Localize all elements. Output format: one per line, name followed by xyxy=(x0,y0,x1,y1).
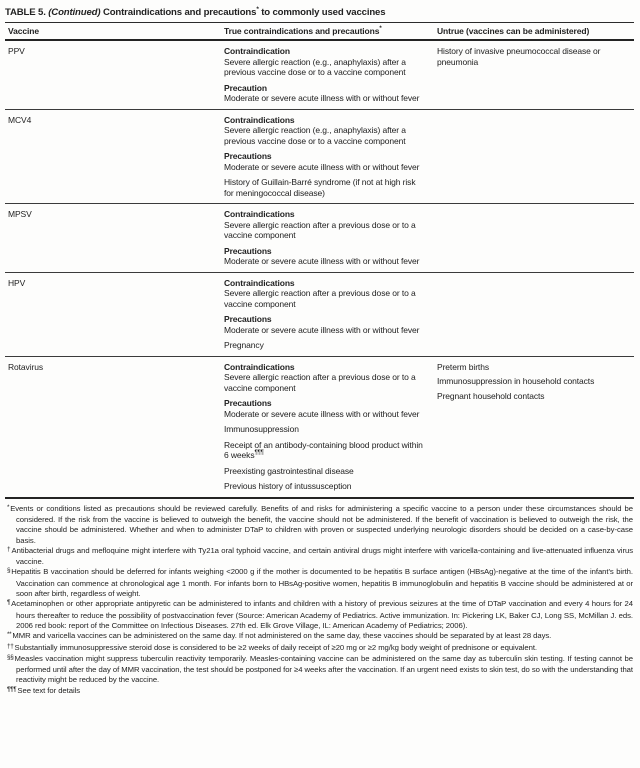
table-row-mcv4 xyxy=(5,110,634,205)
footnote-section-mark: §Hepatitis B vaccination should be deferred for infants weighing <2000 g if the mother is documented to be hepatitis B surface antigen (HBsAg)-negative at the time of the infant's birth. Vaccination can commence at chronological age 1 month. For infants born to HBsAg-positive women, hepatitis B immunoglobulin and hepatitis B vaccine should be administered at or soon after birth, regardless of weight. xyxy=(7,567,633,599)
untrue-item: Immunosuppression in household contacts xyxy=(437,376,595,387)
table-row-hpv xyxy=(5,273,634,357)
table-header-row xyxy=(5,22,634,41)
untrue-item: Pregnant household contacts xyxy=(437,390,545,401)
true-contraindications-cell xyxy=(224,278,437,351)
contraindication-paragraph: Contraindications Severe allergic reaction after a previous dose or to a vaccine component xyxy=(224,209,416,241)
untrue-cell xyxy=(437,209,634,267)
table-title-tail: to commonly used vaccines xyxy=(261,7,386,19)
precaution-paragraph: History of Guillain-Barré syndrome (if not at high risk for meningococcal disease) xyxy=(224,177,416,198)
footnote-ref: ¶¶¶ xyxy=(254,449,264,457)
footnote-pilcrow: ¶Acetaminophen or other appropriate antipyretic can be administered to infants and children with a history of previous seizures at the time of DTaP vaccination and every 4 hours for 24 hours thereafter to reduce the possibility of postvaccination fever (Source: American Academy of Pediatrics. Active immunization. In: Pickering LK, Baker CJ, Long SS, McMillan J. eds. 2006 red book: report of the Committee on Infectious Diseases. 27th ed. Elk Grove Village, IL: American Academy of Pediatrics; 2006). xyxy=(7,599,633,630)
precaution-paragraph: Precautions Moderate or severe acute illness with or without fever xyxy=(224,151,420,172)
precaution-paragraph: Precautions Moderate or severe acute illness with or without fever xyxy=(224,245,420,267)
vaccine-name: PPV xyxy=(8,46,25,57)
contraindication-paragraph: Contraindications Severe allergic reaction (e.g., anaphylaxis) after a previous vaccine dose or to a vaccine component xyxy=(224,114,406,146)
table-title-text: Contraindications and precautions xyxy=(102,7,257,19)
table-title-footnote-ref: * xyxy=(256,6,259,13)
footnote-asterisk: *Events or conditions listed as precautions should be reviewed carefully. Benefits of and risks for administering a specific vaccine to a person under these circumstances should be considered. If the risk from the vaccine is believed to outweigh the benefit, the vaccine should not be administered. If the benefit of vaccination is believed to outweigh the risk, the vaccine should be administered. Whether and when to administer DTaP to children with proven or suspected underlying neurologic disorders should be decided on a case-by-case basis. xyxy=(7,503,633,545)
untrue-item: Preterm births xyxy=(437,361,489,372)
true-contraindications-cell xyxy=(224,209,437,267)
untrue-item: History of invasive pneumococcal disease or pneumonia xyxy=(437,46,601,67)
untrue-cell xyxy=(437,362,634,492)
contraindication-paragraph: Contraindications Severe allergic reaction after a previous dose or to a vaccine component xyxy=(224,277,416,309)
precaution-paragraph: Receipt of an antibody-containing blood product within 6 weeks¶¶¶ xyxy=(224,439,423,461)
column-header-vaccine: Vaccine xyxy=(8,26,39,37)
footnote-dagger: †Antibacterial drugs and mefloquine might interfere with Ty21a oral typhoid vaccine, and certain antiviral drugs might interfere with varicella-containing and live-attenuated influenza virus vaccine. xyxy=(7,545,633,567)
contraindication-paragraph: Contraindications Severe allergic reaction after a previous dose or to a vaccine component xyxy=(224,361,416,393)
untrue-cell xyxy=(437,46,634,104)
footnotes-section xyxy=(5,499,634,697)
true-contraindications-cell xyxy=(224,362,437,492)
footnote-double-dagger: ††Substantially immunosuppressive steroid dose is considered to be ≥2 weeks of daily receipt of ≥20 mg or ≥2 mg/kg body weight of prednisone or equivalent. xyxy=(7,642,538,652)
column-header-untrue: Untrue (vaccines can be administered) xyxy=(437,26,590,37)
precaution-paragraph: Preexisting gastrointestinal disease xyxy=(224,465,354,476)
precaution-paragraph: Pregnancy xyxy=(224,340,264,351)
precaution-paragraph: Previous history of intussusception xyxy=(224,481,352,492)
table-title-continued: (Continued) xyxy=(48,7,101,19)
header-footnote-ref: * xyxy=(379,26,382,33)
precaution-paragraph: Precautions Moderate or severe acute illness with or without fever xyxy=(224,314,420,335)
table-title xyxy=(5,4,634,22)
footnote-double-asterisk: **MMR and varicella vaccines can be administered on the same day. If not administered on the same day, these vaccines should be separated by at least 28 days. xyxy=(7,631,552,641)
footnote-triple-pilcrow: ¶¶¶See text for details xyxy=(7,685,81,695)
precaution-paragraph: Immunosuppression xyxy=(224,424,299,435)
untrue-cell xyxy=(437,278,634,351)
precaution-paragraph: Precautions Moderate or severe acute illness with or without fever xyxy=(224,398,420,419)
vaccine-name: HPV xyxy=(8,277,26,288)
contraindication-paragraph: Contraindication Severe allergic reaction (e.g., anaphylaxis) after a previous vaccine dose or to a vaccine component xyxy=(224,46,406,78)
precaution-paragraph: Precaution Moderate or severe acute illness with or without fever xyxy=(224,82,420,104)
table-row-rotavirus xyxy=(5,357,634,499)
true-contraindications-cell xyxy=(224,115,437,199)
vaccine-name: Rotavirus xyxy=(8,361,44,372)
true-contraindications-cell xyxy=(224,46,437,104)
footnote-double-section-mark: §§Measles vaccination might suppress tuberculin reactivity temporarily. Measles-containing vaccine can be administered on the same day as tuberculin skin testing. If testing cannot be performed until after the day of MMR vaccination, the test should be postponed for ≥4 weeks after the vaccination. If an urgent need exists to skin test, do so with the understanding that reactivity might be reduced by the vaccine. xyxy=(7,653,633,685)
vaccine-name: MPSV xyxy=(8,209,32,220)
untrue-cell xyxy=(437,115,634,199)
table-row-mpsv xyxy=(5,204,634,273)
table-title-label: TABLE 5. xyxy=(5,7,46,19)
column-header-true-contraindications: True contraindications and precautions* xyxy=(224,26,382,37)
vaccine-name: MCV4 xyxy=(8,114,32,125)
table-row-ppv xyxy=(5,41,634,110)
